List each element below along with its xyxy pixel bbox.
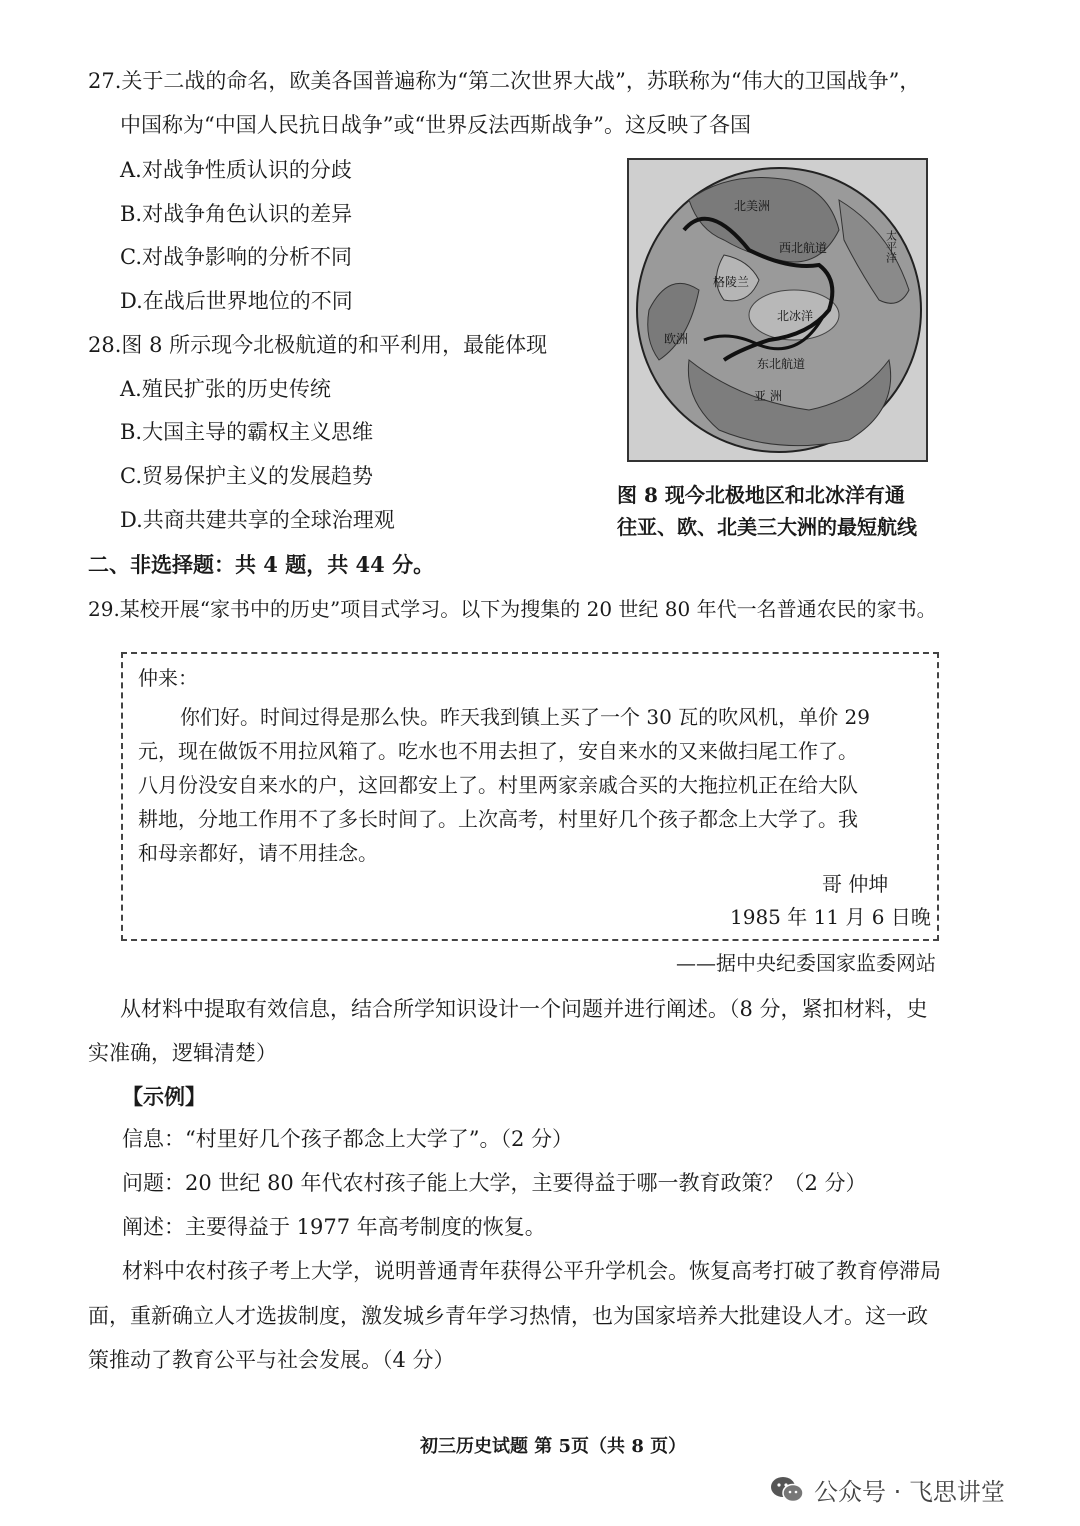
- letter-source: ——据中央纪委国家监委网站: [676, 951, 936, 975]
- q27-option-c: C.对战争影响的分析不同: [120, 245, 352, 269]
- map-label-northwest-route: 西北航道: [779, 241, 828, 255]
- map-label-north-america: 北美洲: [734, 199, 771, 213]
- example-info: 信息：“村里好几个孩子都念上大学了”。（2 分）: [122, 1127, 574, 1151]
- letter-salutation: 仲来：: [138, 666, 198, 690]
- q28-option-c: C.贸易保护主义的发展趋势: [120, 464, 373, 488]
- q28-stem: 28.图 8 所示现今北极航道的和平利用，最能体现: [88, 333, 548, 357]
- figure8-caption-line2: 往亚、欧、北美三大洲的最短航线: [617, 515, 917, 539]
- q29-task-line2: 实准确，逻辑清楚）: [88, 1041, 277, 1065]
- map-label-greenland: 格陵兰: [713, 275, 750, 289]
- example-para-line2: 面，重新确立人才选拔制度，激发城乡青年学习热情，也为国家培养大批建设人才。这一政: [88, 1304, 928, 1328]
- map-label-asia: 亚 洲: [754, 389, 782, 403]
- map-label-northeast-route: 东北航道: [757, 357, 806, 371]
- page-footer: 初三历史试题 第 5页（共 8 页）: [420, 1436, 687, 1457]
- section2-heading: 二、非选择题：共 4 题，共 44 分。: [88, 552, 435, 577]
- q27-stem-line2: 中国称为“中国人民抗日战争”或“世界反法西斯战争”。这反映了各国: [120, 113, 751, 137]
- example-question: 问题：20 世纪 80 年代农村孩子能上大学，主要得益于哪一教育政策？（2 分）: [122, 1171, 867, 1195]
- map-label-europe: 欧洲: [664, 332, 689, 346]
- q29-stem: 29.某校开展“家书中的历史”项目式学习。以下为搜集的 20 世纪 80 年代一名普通农民的家书。: [88, 597, 937, 621]
- letter-signature: 哥 仲坤: [822, 872, 889, 896]
- wechat-icon: [770, 1475, 804, 1505]
- watermark-text: 公众号 · 飞思讲堂: [814, 1478, 1005, 1506]
- q29-task-line1: 从材料中提取有效信息，结合所学知识设计一个问题并进行阐述。（8 分，紧扣材料，史: [120, 997, 928, 1021]
- q28-option-a: A.殖民扩张的历史传统: [120, 377, 331, 401]
- letter-line-5: 和母亲都好，请不用挂念。: [138, 841, 378, 865]
- example-answer: 阐述：主要得益于 1977 年高考制度的恢复。: [122, 1215, 546, 1239]
- figure8-map: [627, 158, 928, 462]
- watermark: [770, 1472, 1005, 1507]
- example-para-line3: 策推动了教育公平与社会发展。（4 分）: [88, 1348, 455, 1372]
- q28-option-d: D.共商共建共享的全球治理观: [120, 508, 395, 532]
- q27-stem-line1: 27.关于二战的命名，欧美各国普遍称为“第二次世界大战”，苏联称为“伟大的卫国战争”，: [88, 69, 921, 93]
- example-para-line1: 材料中农村孩子考上大学，说明普通青年获得公平升学机会。恢复高考打破了教育停滞局: [122, 1259, 941, 1283]
- example-heading: 【示例】: [122, 1084, 206, 1109]
- letter-line-1: 你们好。时间过得是那么快。昨天我到镇上买了一个 30 瓦的吹风机，单价 29: [180, 705, 870, 729]
- q27-option-d: D.在战后世界地位的不同: [120, 289, 353, 313]
- letter-date: 1985 年 11 月 6 日晚: [730, 905, 931, 929]
- letter-line-4: 耕地，分地工作用不了多长时间了。上次高考，村里好几个孩子都念上大学了。我: [138, 807, 858, 831]
- letter-line-2: 元，现在做饭不用拉风箱了。吃水也不用去担了，安自来水的又来做扫尾工作了。: [138, 739, 858, 763]
- figure8-caption-line1: 图 8 现今北极地区和北冰洋有通: [617, 483, 905, 507]
- q27-option-b: B.对战争角色认识的差异: [120, 202, 353, 226]
- map-label-pacific: 太平洋: [884, 230, 898, 263]
- q28-option-b: B.大国主导的霸权主义思维: [120, 420, 374, 444]
- q27-option-a: A.对战争性质认识的分歧: [120, 158, 352, 182]
- arctic-globe-map: [629, 160, 926, 460]
- letter-line-3: 八月份没安自来水的户，这回都安上了。村里两家亲戚合买的大拖拉机正在给大队: [138, 773, 858, 797]
- map-label-arctic-ocean: 北冰洋: [777, 309, 814, 323]
